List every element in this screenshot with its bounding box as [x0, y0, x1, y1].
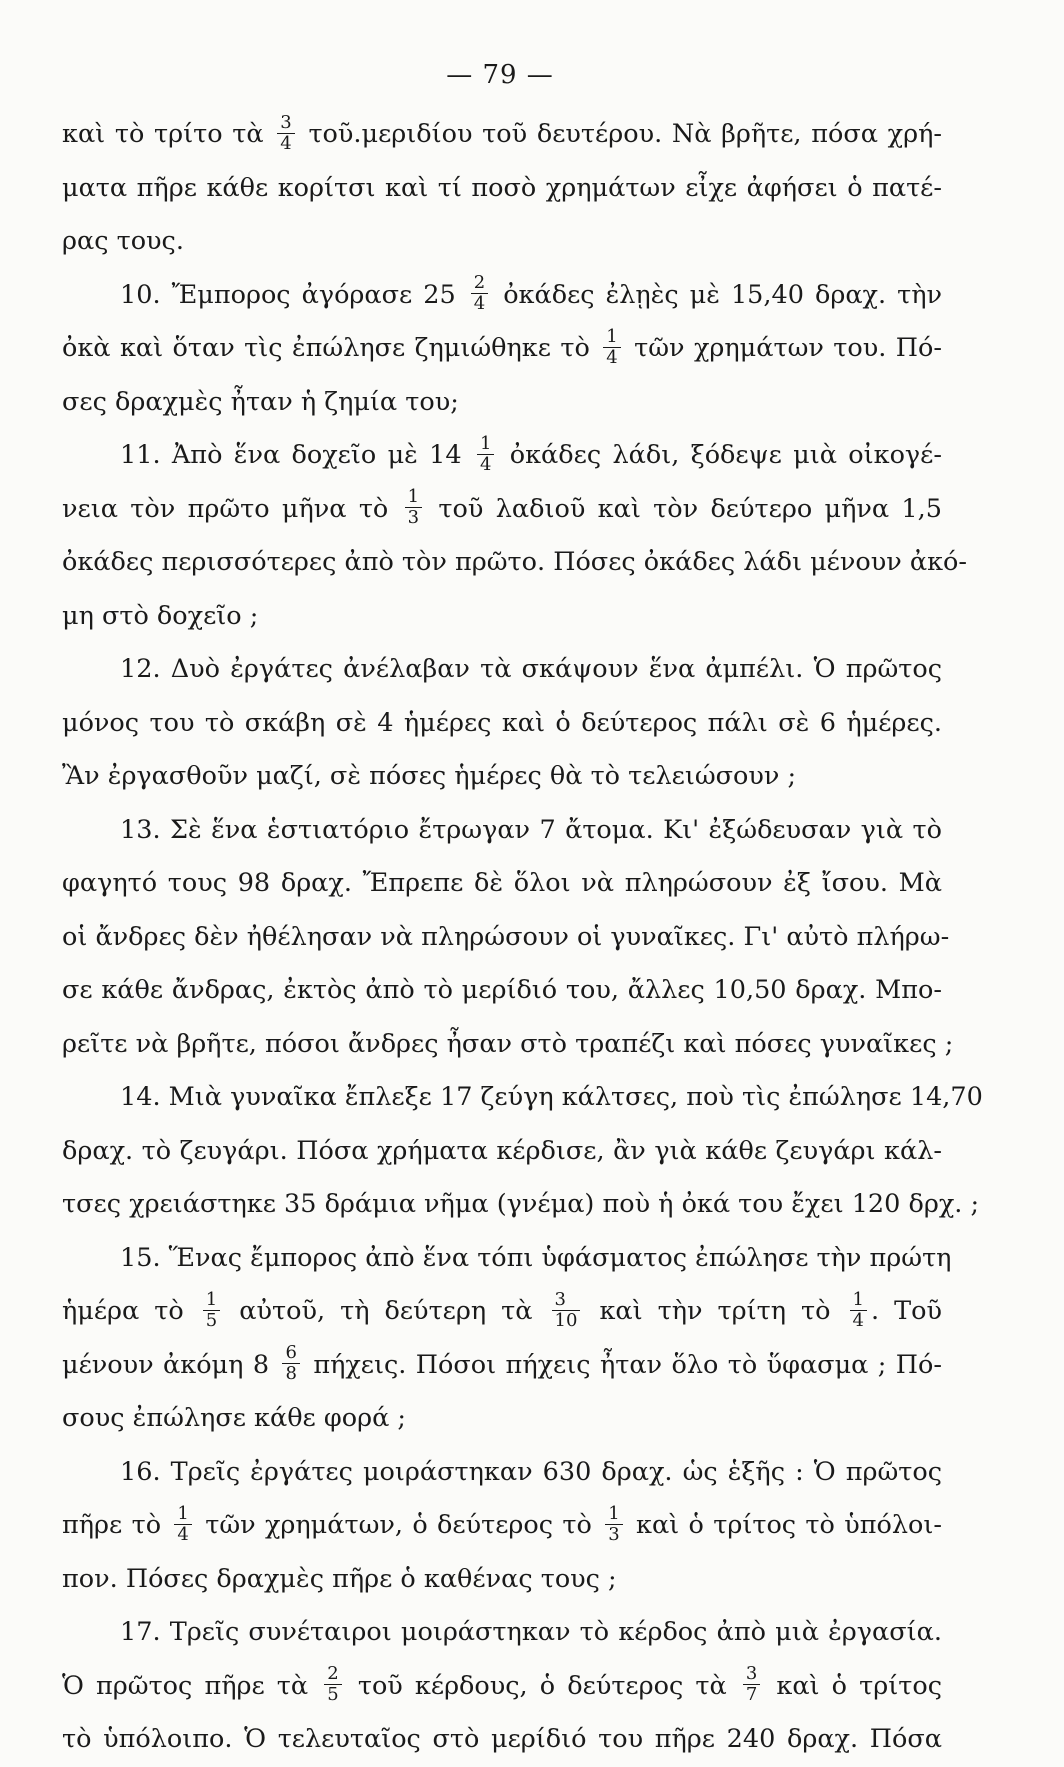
text-run: . Τοῦ [871, 1296, 942, 1326]
text-run: τοῦ.μεριδίου τοῦ δευτέρου. Νὰ βρῆτε, πόσα χρή- [298, 119, 943, 149]
text-run: τοῦ λαδιοῦ καὶ τὸν δεύτερο μῆνα 1,5 [426, 493, 942, 524]
text-line [62, 1125, 942, 1179]
fraction-denominator: 3 [608, 1523, 620, 1545]
text-run: 10. Ἔμπορος ἀγόρασε 25 [120, 279, 467, 310]
text-run: πήχεις. Πόσοι πήχεις ἦταν ὅλο τὸ ὕφασμα ; Πό- [303, 1349, 942, 1380]
text-run: νεια τὸν πρῶτο μῆνα τὸ [62, 493, 401, 524]
text-run: ρας τους. [62, 226, 184, 256]
text-run: μόνος του τὸ σκάβη σὲ 4 ἡμέρες καὶ ὁ δεύτερος πάλι σὲ 6 ἡμέρες. [62, 707, 942, 738]
text-run: ὀκάδες περισσότερες ἀπὸ τὸν πρῶτο. Πόσες ὀκάδες λάδι μένουν ἀκό- [62, 547, 967, 577]
text-line [62, 215, 942, 269]
fraction [282, 1343, 299, 1384]
fraction-denominator: 4 [852, 1309, 864, 1331]
text-run: μη στὸ δοχεῖο ; [62, 600, 259, 631]
fraction [850, 1290, 867, 1331]
fraction-numerator: 3 [277, 113, 294, 134]
text-line [62, 911, 950, 965]
fraction-numerator: 6 [282, 1343, 299, 1364]
fraction-denominator: 8 [285, 1363, 297, 1384]
page-number: — 79 — [446, 60, 554, 90]
text-run: δραχ. τὸ ζευγάρι. Πόσα χρήματα κέρδισε, ἂν γιὰ κάθε ζευγάρι κάλ- [62, 1135, 942, 1166]
text-line [62, 376, 942, 430]
fraction-numerator: 2 [324, 1664, 341, 1685]
fraction-numerator: 1 [477, 434, 494, 455]
text-run: τῶν χρημάτων του. Πό- [624, 333, 942, 363]
fraction-denominator: 4 [479, 453, 492, 475]
text-line [62, 857, 942, 911]
text-run: τῶν χρημάτων, ὁ δεύτερος τὸ [195, 1510, 602, 1540]
text-run: ὀκάδες ἐλῃὲς μὲ 15,40 δραχ. τὴν [492, 279, 942, 310]
fraction [277, 113, 294, 154]
text-line [62, 1606, 942, 1660]
text-line [62, 269, 942, 323]
text-line [62, 1018, 954, 1072]
text-line [62, 697, 942, 751]
text-run: οἱ ἄνδρες δὲν ἠθέλησαν νὰ πληρώσουν οἱ γυναῖκες. Γι' αὐτὸ πλήρω- [62, 921, 950, 952]
text-line [62, 1285, 942, 1339]
text-line [62, 1553, 942, 1607]
fraction [743, 1664, 760, 1705]
text-line [62, 322, 942, 376]
text-line [62, 1660, 942, 1714]
text-line [62, 1392, 942, 1446]
text-run: 13. Σὲ ἕνα ἑστιατόριο ἔτρωγαν 7 ἄτομα. Κι' ἐξώδευσαν γιὰ τὸ [120, 814, 942, 845]
fraction-denominator: 5 [205, 1309, 218, 1331]
fraction-denominator: 4 [280, 132, 292, 154]
fraction-denominator: 10 [554, 1309, 578, 1331]
text-line [62, 1713, 942, 1767]
fraction [203, 1290, 220, 1331]
text-run: 17. Τρεῖς συνέταιροι μοιράστηκαν τὸ κέρδος ἀπὸ μιὰ ἐργασία. [120, 1617, 942, 1647]
text-line [62, 108, 942, 162]
text-run: ὀκάδες λάδι, ξόδεψε μιὰ οἰκογέ- [498, 440, 942, 470]
text-run: Ὁ πρῶτος πῆρε τὰ [62, 1670, 321, 1701]
fraction-denominator: 4 [177, 1523, 189, 1545]
text-run: ματα πῆρε κάθε κορίτσι καὶ τί ποσὸ χρημάτων εἶχε ἀφήσει ὁ πατέ- [62, 172, 942, 203]
fraction [477, 434, 494, 475]
text-line [62, 750, 942, 804]
text-run: πον. Πόσες δραχμὲς πῆρε ὁ καθένας τους ; [62, 1563, 617, 1594]
text-run: σε κάθε ἄνδρας, ἐκτὸς ἀπὸ τὸ μερίδιό του, ἄλλες 10,50 δραχ. Μπο- [62, 975, 942, 1005]
fraction-numerator: 3 [743, 1664, 760, 1685]
fraction-numerator: 1 [605, 1504, 622, 1525]
text-run: φαγητό τους 98 δραχ. Ἔπρεπε δὲ ὅλοι νὰ πληρώσουν ἐξ ἴσου. Μὰ [62, 868, 942, 898]
fraction [174, 1504, 191, 1545]
text-run: 14. Μιὰ γυναῖκα ἔπλεξε 17 ζεύγη κάλτσες, ποὺ τὶς ἐπώλησε 14,70 [120, 1082, 983, 1112]
fraction-numerator: 1 [603, 327, 620, 348]
text-line [62, 1446, 942, 1500]
fraction-denominator: 4 [473, 293, 486, 314]
text-run: τσες χρειάστηκε 35 δράμια νῆμα (γνέμα) ποὺ ἡ ὀκά του ἔχει 120 δρχ. ; [62, 1189, 980, 1219]
fraction [324, 1664, 341, 1705]
text-line [62, 429, 942, 483]
fraction [552, 1290, 581, 1331]
fraction [605, 1504, 622, 1545]
fraction-numerator: 2 [471, 273, 488, 294]
text-run: πῆρε τὸ [62, 1510, 171, 1540]
text-line [62, 162, 942, 216]
text-run: σες δραχμὲς ἦταν ἡ ζημία του; [62, 386, 459, 417]
text-line [62, 536, 967, 590]
text-run: σους ἐπώλησε κάθε φορά ; [62, 1403, 406, 1433]
text-run: τὸ ὑπόλοιπο. Ὁ τελευταῖος στὸ μερίδιό του πῆρε 240 δραχ. Πόσα [62, 1724, 942, 1754]
fraction-denominator: 4 [606, 346, 618, 368]
text-line [62, 1178, 980, 1232]
text-run: 16. Τρεῖς ἐργάτες μοιράστηκαν 630 δραχ. ὡς ἑξῆς : Ὁ πρῶτος [120, 1456, 942, 1487]
fraction-numerator: 1 [174, 1504, 191, 1525]
text-run: καὶ ὁ τρίτος [764, 1670, 942, 1701]
text-line [62, 1339, 942, 1393]
fraction [603, 327, 620, 368]
text-line [62, 804, 942, 858]
text-run: Ἂν ἐργασθοῦν μαζί, σὲ πόσες ἡμέρες θὰ τὸ τελειώσουν ; [62, 761, 797, 791]
fraction-numerator: 3 [552, 1290, 581, 1311]
fraction-denominator: 7 [745, 1684, 758, 1705]
text-run: ἡμέρα τὸ [62, 1296, 199, 1326]
text-line [62, 964, 942, 1018]
text-run: 11. Ἀπὸ ἕνα δοχεῖο μὲ 14 [120, 440, 473, 470]
fraction [405, 487, 422, 528]
text-run: 12. Δυὸ ἐργάτες ἀνέλαβαν τὰ σκάψουν ἕνα ἀμπέλι. Ὁ πρῶτος [120, 654, 942, 684]
text-run: καὶ ὁ τρίτος τὸ ὑπόλοι- [626, 1510, 942, 1540]
fraction-numerator: 1 [850, 1290, 867, 1311]
text-run: ὀκὰ καὶ ὅταν τὶς ἐπώλησε ζημιώθηκε τὸ [62, 333, 600, 363]
text-line [62, 1071, 983, 1125]
text-line [62, 643, 942, 697]
text-line [62, 483, 942, 537]
fraction-denominator: 3 [407, 507, 420, 528]
text-run: μένουν ἀκόμη 8 [62, 1349, 279, 1380]
fraction-numerator: 1 [405, 487, 422, 508]
text-run: ρεῖτε νὰ βρῆτε, πόσοι ἄνδρες ἦσαν στὸ τραπέζι καὶ πόσες γυναῖκες ; [62, 1028, 954, 1059]
text-run: τοῦ κέρδους, ὁ δεύτερος τὰ [345, 1670, 739, 1701]
text-line [62, 1232, 952, 1286]
text-line [62, 1499, 942, 1553]
text-run: καὶ τὴν τρίτη τὸ [584, 1296, 846, 1326]
text-line [62, 590, 942, 644]
fraction [471, 273, 488, 314]
text-run: αὐτοῦ, τὴ δεύτερη τὰ [224, 1296, 548, 1326]
fraction-numerator: 1 [203, 1290, 220, 1311]
text-run: 15. Ἕνας ἔμπορος ἀπὸ ἕνα τόπι ὑφάσματος ἐπώλησε τὴν πρώτη [120, 1242, 952, 1273]
text-run: καὶ τὸ τρίτο τὰ [62, 119, 274, 149]
text-body [62, 108, 983, 1767]
fraction-denominator: 5 [327, 1684, 339, 1705]
